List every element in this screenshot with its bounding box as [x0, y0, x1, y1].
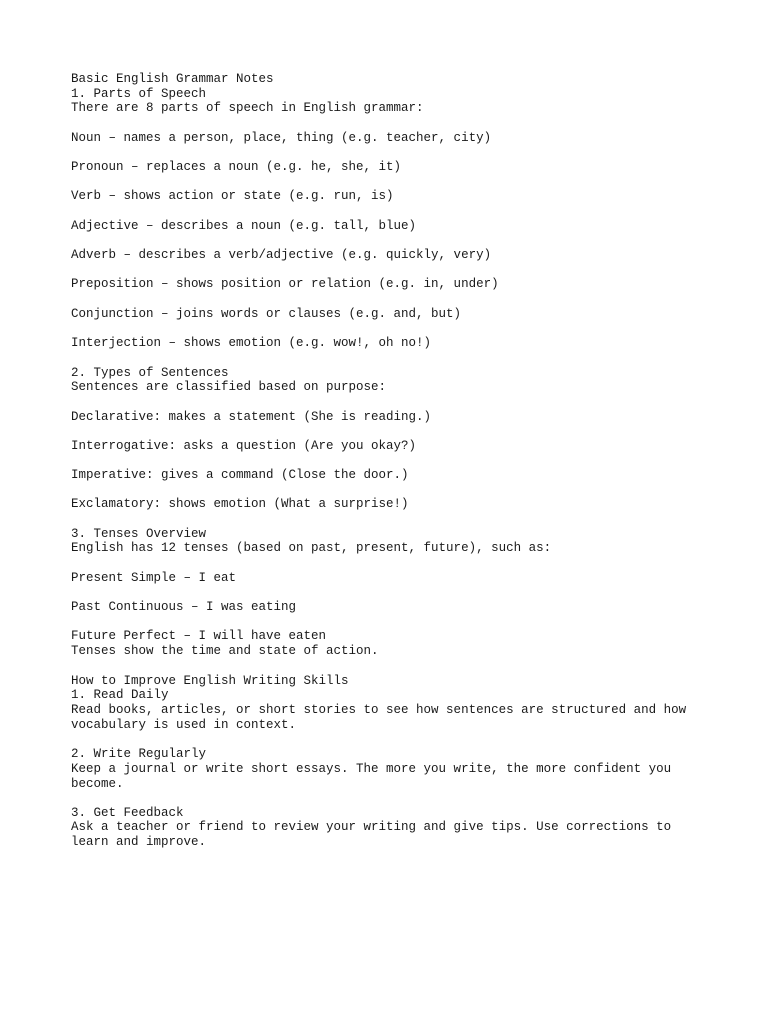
section-heading-tenses-overview: 3. Tenses Overview	[71, 527, 207, 541]
tip-heading-write-regularly: 2. Write Regularly	[71, 747, 207, 761]
tenses-note: Tenses show the time and state of action.	[71, 644, 379, 658]
tip-heading-get-feedback: 3. Get Feedback	[71, 806, 184, 820]
list-item-present-simple: Present Simple – I eat	[71, 571, 237, 585]
tip-text-write-regularly-line1: Keep a journal or write short essays. The more you write, the more confident you	[71, 762, 672, 776]
tenses-intro: English has 12 tenses (based on past, present, future), such as:	[71, 541, 552, 555]
list-item-preposition: Preposition – shows position or relation (e.g. in, under)	[71, 277, 499, 291]
tip-text-write-regularly-line2: become.	[71, 777, 124, 791]
list-item-past-continuous: Past Continuous – I was eating	[71, 600, 297, 614]
list-item-imperative: Imperative: gives a command (Close the door.)	[71, 468, 409, 482]
list-item-pronoun: Pronoun – replaces a noun (e.g. he, she, it)	[71, 160, 402, 174]
tip-heading-read-daily: 1. Read Daily	[71, 688, 169, 702]
list-item-interjection: Interjection – shows emotion (e.g. wow!, oh no!)	[71, 336, 432, 350]
section-heading-parts-of-speech: 1. Parts of Speech	[71, 87, 207, 101]
section-heading-types-of-sentences: 2. Types of Sentences	[71, 366, 229, 380]
list-item-adjective: Adjective – describes a noun (e.g. tall, blue)	[71, 219, 417, 233]
list-item-noun: Noun – names a person, place, thing (e.g. teacher, city)	[71, 131, 492, 145]
writing-skills-title: How to Improve English Writing Skills	[71, 674, 349, 688]
tip-text-get-feedback-line1: Ask a teacher or friend to review your writing and give tips. Use corrections to	[71, 820, 672, 834]
tip-text-read-daily-line1: Read books, articles, or short stories to see how sentences are structured and how	[71, 703, 687, 717]
tip-text-read-daily-line2: vocabulary is used in context.	[71, 718, 297, 732]
sentences-intro: Sentences are classified based on purpose:	[71, 380, 387, 394]
parts-intro: There are 8 parts of speech in English grammar:	[71, 101, 424, 115]
list-item-interrogative: Interrogative: asks a question (Are you okay?)	[71, 439, 417, 453]
list-item-exclamatory: Exclamatory: shows emotion (What a surprise!)	[71, 497, 409, 511]
document-title: Basic English Grammar Notes	[71, 72, 274, 86]
list-item-conjunction: Conjunction – joins words or clauses (e.g. and, but)	[71, 307, 462, 321]
list-item-adverb: Adverb – describes a verb/adjective (e.g. quickly, very)	[71, 248, 492, 262]
list-item-verb: Verb – shows action or state (e.g. run, is)	[71, 189, 394, 203]
list-item-future-perfect: Future Perfect – I will have eaten	[71, 629, 327, 643]
tip-text-get-feedback-line2: learn and improve.	[71, 835, 207, 849]
list-item-declarative: Declarative: makes a statement (She is reading.)	[71, 410, 432, 424]
